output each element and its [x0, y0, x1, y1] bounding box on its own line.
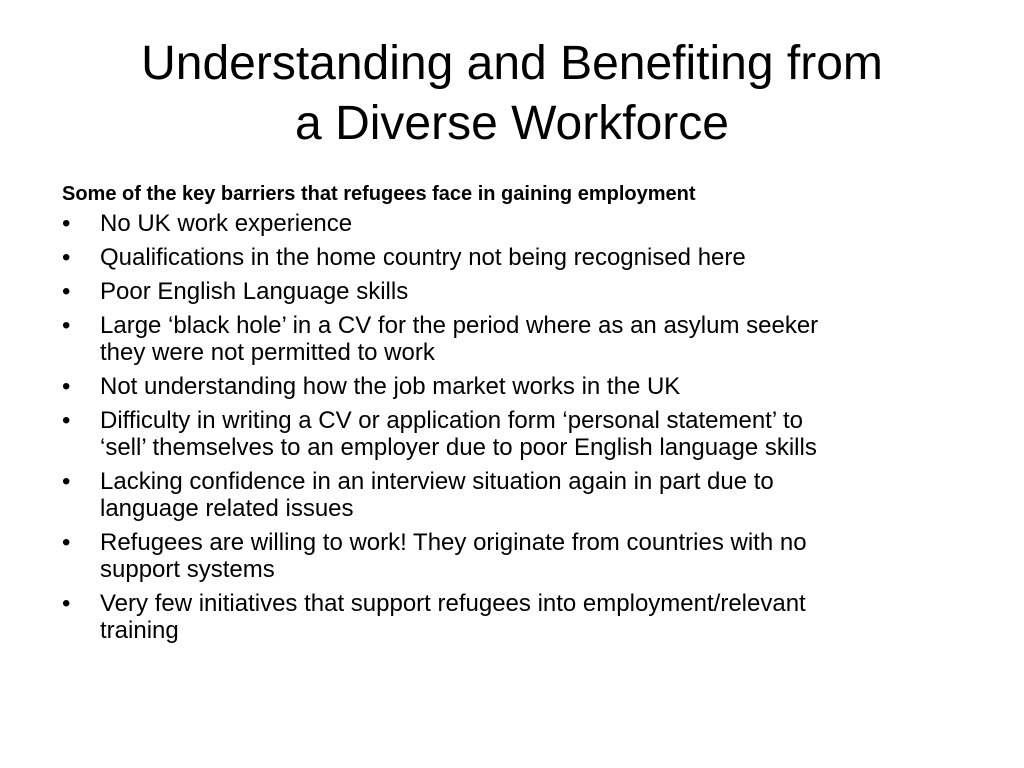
bullet-marker: •: [62, 373, 71, 400]
slide-title-line: Understanding and Benefiting from: [141, 37, 883, 90]
bullet-text-line: they were not permitted to work: [100, 339, 435, 366]
bullet-item: [62, 373, 982, 400]
bullet-text-line: Very few initiatives that support refugees into employment/relevant: [100, 590, 806, 617]
bullet-marker: •: [62, 529, 71, 556]
bullet-item: [62, 590, 982, 644]
bullet-item: [62, 407, 982, 461]
bullet-item: [62, 278, 982, 305]
bullet-text-line: Large ‘black hole’ in a CV for the period where as an asylum seeker: [100, 312, 819, 339]
bullet-text-line: ‘sell’ themselves to an employer due to poor English language skills: [100, 434, 817, 461]
slide-body: [62, 181, 982, 651]
bullet-text-line: No UK work experience: [100, 210, 353, 237]
slide-title-line: a Diverse Workforce: [295, 97, 729, 150]
bullet-marker: •: [62, 468, 71, 495]
bullet-text-line: Poor English Language skills: [100, 278, 409, 305]
bullet-item: [62, 244, 982, 271]
slide-title: [0, 34, 1024, 154]
bullet-item: [62, 312, 982, 366]
bullet-item: [62, 210, 982, 237]
bullet-text-line: Difficulty in writing a CV or application form ‘personal statement’ to: [100, 407, 803, 434]
bullet-marker: •: [62, 407, 71, 434]
bullet-text-line: Refugees are willing to work! They originate from countries with no: [100, 529, 807, 556]
bullet-text-line: Qualifications in the home country not being recognised here: [100, 244, 746, 271]
bullet-text-line: support systems: [100, 556, 275, 583]
bullet-text-line: Lacking confidence in an interview situation again in part due to: [100, 468, 774, 495]
bullet-text-line: training: [100, 617, 179, 644]
bullet-item: [62, 529, 982, 583]
bullet-list: [62, 210, 982, 644]
bullet-marker: •: [62, 590, 71, 617]
bullet-item: [62, 468, 982, 522]
bullet-text-line: Not understanding how the job market works in the UK: [100, 373, 681, 400]
subheading: Some of the key barriers that refugees face in gaining employment: [62, 183, 696, 205]
bullet-marker: •: [62, 210, 71, 237]
bullet-marker: •: [62, 278, 71, 305]
bullet-marker: •: [62, 312, 71, 339]
bullet-marker: •: [62, 244, 71, 271]
bullet-text-line: language related issues: [100, 495, 354, 522]
